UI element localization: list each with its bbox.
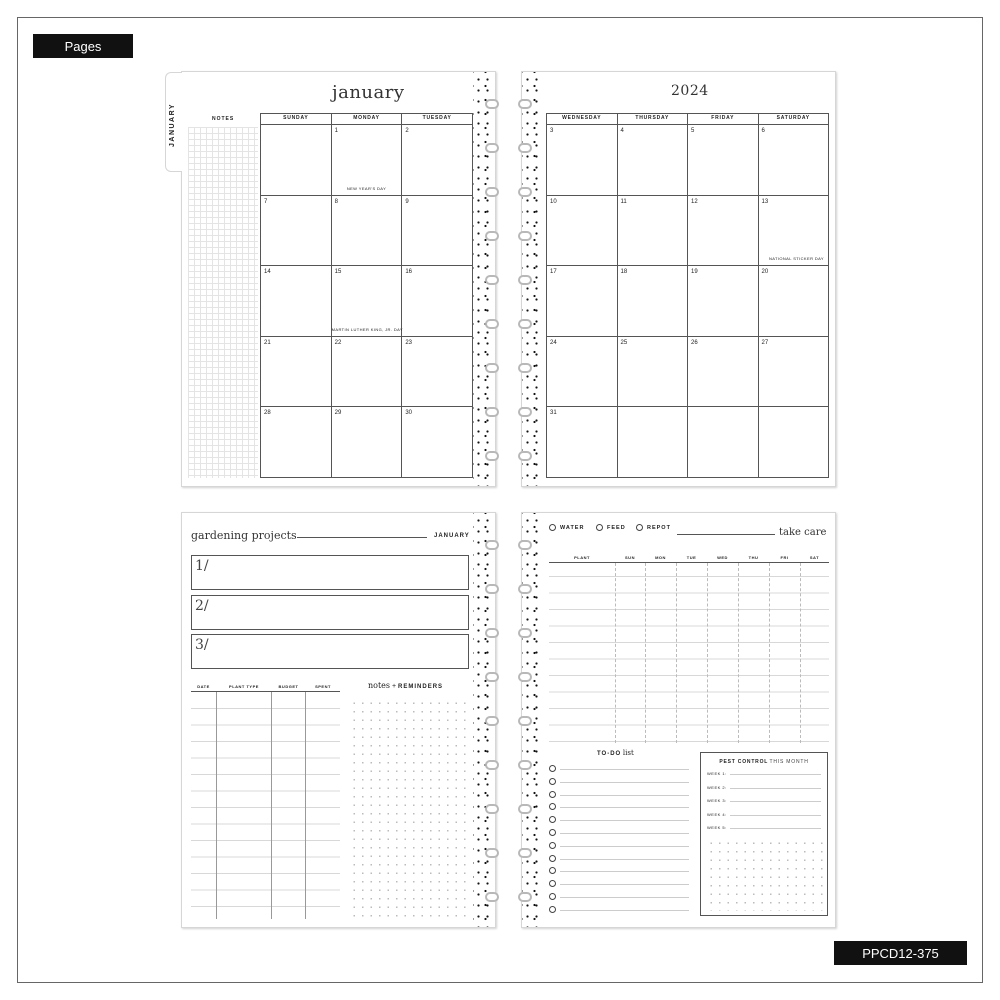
day-number: 3 [550, 128, 554, 134]
todo-checkbox[interactable] [549, 880, 556, 887]
year-title: 2024 [671, 83, 709, 99]
day-cell[interactable] [688, 125, 759, 196]
day-number: 11 [620, 198, 627, 205]
todo-title [597, 749, 634, 757]
day-number: 19 [691, 269, 698, 276]
pest-week-row[interactable] [707, 798, 821, 803]
binder-ring [518, 99, 532, 109]
tracker-col-header: WED [717, 555, 728, 560]
month-title: january [332, 82, 405, 103]
pest-week-label: WEEK 5: [707, 825, 727, 830]
todo-item[interactable] [549, 840, 689, 849]
tracker-col-header: SUN [625, 555, 635, 560]
todo-line [560, 859, 689, 860]
gardening-projects-page [181, 512, 496, 928]
day-cell[interactable] [402, 407, 473, 478]
title-rule [677, 534, 775, 535]
budget-col-spent: SPENT [315, 684, 331, 689]
budget-rows[interactable] [191, 708, 340, 919]
budget-col-budget: BUDGET [278, 684, 299, 689]
tracker-col-header: FRI [780, 555, 789, 560]
tracker-col-header: SAT [809, 555, 820, 560]
todo-item[interactable] [549, 904, 689, 913]
day-cell[interactable] [402, 196, 473, 267]
day-cell[interactable] [332, 125, 403, 196]
take-care-title: take care [779, 527, 827, 538]
project-number: 3/ [195, 637, 209, 653]
todo-item[interactable] [549, 891, 689, 900]
binder-ring [518, 628, 532, 638]
tracker-col-divider [615, 563, 616, 743]
day-cell[interactable] [759, 125, 830, 196]
todo-line [560, 846, 689, 847]
todo-item[interactable] [549, 853, 689, 862]
budget-col-date: DATE [197, 684, 210, 689]
binder-ring [518, 716, 532, 726]
binder-ring [518, 143, 532, 153]
notes-heading: NOTES [212, 116, 235, 122]
todo-checkbox[interactable] [549, 778, 556, 785]
day-cell[interactable] [688, 196, 759, 267]
pest-week-label: WEEK 2: [707, 784, 727, 790]
sku-tag: PPCD12-375 [834, 941, 967, 965]
day-cell[interactable] [547, 407, 618, 478]
binder-ring [485, 584, 499, 594]
notes-grid[interactable] [188, 127, 258, 478]
pest-week-label: WEEK 1: [707, 771, 727, 776]
pest-week-line [730, 774, 821, 775]
day-header: SATURDAY [759, 114, 830, 125]
day-cell[interactable] [547, 125, 618, 196]
take-care-page [521, 512, 836, 928]
tracker-col-header: THU [748, 555, 759, 560]
day-number: 16 [405, 269, 413, 276]
day-cell[interactable] [688, 407, 759, 478]
binder-ring [518, 451, 532, 461]
binder-ring [485, 99, 499, 109]
water-option[interactable] [549, 524, 584, 531]
day-header: THURSDAY [618, 114, 689, 125]
binder-ring [485, 540, 499, 550]
day-number: 25 [620, 339, 628, 346]
day-number: 23 [405, 339, 413, 346]
binder-ring [518, 319, 532, 329]
day-cell[interactable] [547, 337, 618, 408]
day-number: 29 [334, 410, 342, 417]
todo-item[interactable] [549, 776, 689, 785]
day-header: SUNDAY [261, 114, 332, 125]
budget-col-divider [216, 692, 217, 919]
pest-week-line [730, 801, 821, 802]
binder-ring [485, 804, 499, 814]
day-cell[interactable] [688, 266, 759, 337]
binder-ring [485, 848, 499, 858]
todo-item[interactable] [549, 865, 689, 874]
day-cell[interactable] [547, 196, 618, 267]
day-number: 17 [550, 269, 557, 276]
holiday-label: NEW YEAR'S DAY [346, 185, 387, 191]
gardening-month-label: JANUARY [434, 533, 470, 539]
day-number: 4 [620, 128, 624, 134]
repot-checkbox[interactable] [636, 524, 643, 531]
calendar-grid-right [546, 113, 829, 478]
binder-ring [485, 716, 499, 726]
pest-week-row[interactable] [707, 771, 821, 776]
todo-item[interactable] [549, 763, 689, 772]
budget-header-rule [191, 691, 340, 692]
day-number: 2 [405, 128, 409, 134]
day-number: 30 [405, 410, 413, 417]
pest-week-row[interactable] [707, 825, 821, 830]
todo-checkbox[interactable] [549, 855, 556, 862]
todo-checkbox[interactable] [549, 842, 556, 849]
tracker-rows[interactable] [549, 576, 829, 743]
todo-line [560, 910, 689, 911]
binder-ring [518, 275, 532, 285]
day-cell[interactable] [759, 407, 830, 478]
todo-checkbox[interactable] [549, 816, 556, 823]
day-cell[interactable] [618, 196, 689, 267]
todo-line [560, 871, 689, 872]
feed-label: FEED [607, 524, 626, 531]
pest-dot-grid[interactable] [707, 839, 823, 911]
budget-col-divider [271, 692, 272, 919]
day-header: FRIDAY [688, 114, 759, 125]
todo-checkbox[interactable] [549, 765, 556, 772]
day-number: 20 [761, 269, 769, 276]
tracker-header-rule [549, 562, 829, 563]
repot-label: REPOT [647, 524, 671, 531]
pest-week-line [730, 828, 821, 829]
day-header: WEDNESDAY [547, 114, 618, 125]
pest-control-light: THIS MONTH [769, 759, 809, 765]
binder-ring [485, 760, 499, 770]
todo-checkbox[interactable] [549, 791, 556, 798]
binder-ring [485, 231, 499, 241]
todo-item[interactable] [549, 789, 689, 798]
binder-ring [485, 892, 499, 902]
day-cell[interactable] [547, 266, 618, 337]
day-number: 12 [691, 198, 698, 205]
project-number: 1/ [195, 558, 209, 574]
day-cell[interactable] [759, 337, 830, 408]
day-cell[interactable] [332, 266, 403, 337]
notes-reminders-title [368, 681, 443, 690]
pest-control-box [700, 752, 828, 916]
todo-checkbox[interactable] [549, 867, 556, 874]
todo-checkbox[interactable] [549, 893, 556, 900]
day-number: 13 [761, 198, 769, 205]
todo-line [560, 769, 689, 770]
tracker-col-divider [707, 563, 708, 743]
budget-col-divider [305, 692, 306, 919]
binder-ring [518, 231, 532, 241]
binder-ring [518, 804, 532, 814]
tracker-col-header: PLANT [574, 555, 590, 560]
day-cell[interactable] [618, 407, 689, 478]
day-header: MONDAY [332, 114, 403, 125]
month-tab-label: JANUARY [169, 102, 176, 147]
day-cell[interactable] [332, 196, 403, 267]
tracker-col-divider [676, 563, 677, 743]
day-number: 7 [264, 198, 268, 205]
binder-ring [518, 187, 532, 197]
water-label: WATER [560, 524, 585, 531]
binder-ring [518, 848, 532, 858]
pest-week-label: WEEK 3: [707, 798, 727, 803]
todo-line [560, 807, 689, 808]
binder-ring [518, 407, 532, 417]
day-cell[interactable] [261, 196, 332, 267]
product-frame [17, 17, 983, 983]
todo-item[interactable] [549, 801, 689, 810]
tracker-col-divider [645, 563, 646, 743]
tracker-col-header: TUE [686, 555, 697, 560]
holiday-label: NATIONAL STICKER DAY [768, 256, 824, 262]
tracker-col-divider [800, 563, 801, 743]
day-number: 14 [264, 269, 271, 276]
binder-ring [485, 628, 499, 638]
gardening-projects-title: gardening projects [191, 529, 297, 542]
binder-ring [518, 540, 532, 550]
notes-word: notes [368, 681, 391, 690]
calendar-grid-left [260, 113, 473, 478]
todo-line [560, 884, 689, 885]
feed-checkbox[interactable] [596, 524, 603, 531]
todo-checkbox[interactable] [549, 906, 556, 913]
day-cell[interactable] [759, 196, 830, 267]
day-cell[interactable] [402, 125, 473, 196]
notes-dot-grid[interactable] [350, 699, 472, 919]
day-cell[interactable] [402, 337, 473, 408]
todo-line [560, 820, 689, 821]
day-cell[interactable] [688, 337, 759, 408]
day-cell[interactable] [402, 266, 473, 337]
project-box-1[interactable] [191, 555, 469, 590]
day-cell[interactable] [261, 337, 332, 408]
binder-ring [518, 584, 532, 594]
day-cell[interactable] [759, 266, 830, 337]
project-number: 2/ [195, 598, 209, 614]
pest-week-line [730, 815, 821, 816]
day-cell[interactable] [332, 407, 403, 478]
day-cell[interactable] [618, 125, 689, 196]
calendar-left-page [169, 71, 496, 487]
day-header: TUESDAY [402, 114, 473, 125]
budget-col-plant-type: PLANT TYPE [229, 684, 259, 689]
repot-option[interactable] [636, 524, 671, 531]
todo-line [560, 795, 689, 796]
binder-ring [518, 363, 532, 373]
day-number: 5 [691, 128, 695, 134]
day-number: 9 [405, 198, 409, 205]
day-number: 24 [550, 339, 557, 346]
day-cell[interactable] [618, 266, 689, 337]
binder-ring [518, 760, 532, 770]
feed-option[interactable] [596, 524, 626, 531]
todo-bold: TO-DO [597, 751, 622, 757]
water-checkbox[interactable] [549, 524, 556, 531]
binder-ring [485, 319, 499, 329]
day-cell[interactable] [332, 337, 403, 408]
tracker-col-header: MON [655, 555, 666, 560]
pest-control-title [701, 759, 827, 765]
pest-week-row[interactable] [707, 785, 821, 790]
pest-week-row[interactable] [707, 812, 821, 817]
pest-week-label: WEEK 4: [707, 811, 727, 817]
day-number: 27 [761, 339, 769, 346]
day-number: 8 [334, 198, 338, 205]
binder-ring [485, 143, 499, 153]
project-box-3[interactable] [191, 634, 469, 669]
calendar-right-page [521, 71, 836, 487]
todo-item[interactable] [549, 827, 689, 836]
todo-item[interactable] [549, 814, 689, 823]
binder-ring [485, 451, 499, 461]
day-number: 22 [334, 339, 342, 346]
day-number: 1 [334, 128, 338, 134]
binder-ring [518, 672, 532, 682]
day-number: 18 [620, 269, 628, 276]
day-number: 15 [334, 269, 342, 276]
day-number: 31 [550, 410, 557, 417]
binder-ring [485, 363, 499, 373]
todo-checkbox[interactable] [549, 803, 556, 810]
day-cell[interactable] [261, 125, 332, 196]
project-box-2[interactable] [191, 595, 469, 630]
todo-line [560, 897, 689, 898]
pest-week-line [730, 788, 821, 789]
todo-item[interactable] [549, 878, 689, 887]
todo-line [560, 782, 689, 783]
plant-care-tracker [549, 555, 829, 743]
binder-ring [485, 407, 499, 417]
day-cell[interactable] [261, 266, 332, 337]
pages-tag: Pages [33, 34, 133, 58]
binder-ring [485, 275, 499, 285]
binder-ring [485, 672, 499, 682]
reminders-word: REMINDERS [398, 684, 444, 690]
day-cell[interactable] [261, 407, 332, 478]
day-number: 26 [691, 339, 698, 346]
tracker-col-divider [769, 563, 770, 743]
notes-plus: + [391, 683, 397, 690]
day-number: 10 [550, 198, 557, 205]
todo-line [560, 833, 689, 834]
day-number: 21 [264, 339, 271, 346]
holiday-label: MARTIN LUTHER KING, JR. DAY [331, 326, 403, 332]
binder-ring [485, 187, 499, 197]
day-number: 28 [264, 410, 271, 417]
day-cell[interactable] [618, 337, 689, 408]
day-number: 6 [761, 128, 765, 134]
todo-serif: list [622, 749, 634, 757]
todo-checkbox[interactable] [549, 829, 556, 836]
title-rule [297, 537, 427, 538]
pest-control-bold: PEST CONTROL [719, 759, 769, 765]
budget-table [191, 684, 340, 919]
binder-ring [518, 892, 532, 902]
tracker-col-divider [738, 563, 739, 743]
